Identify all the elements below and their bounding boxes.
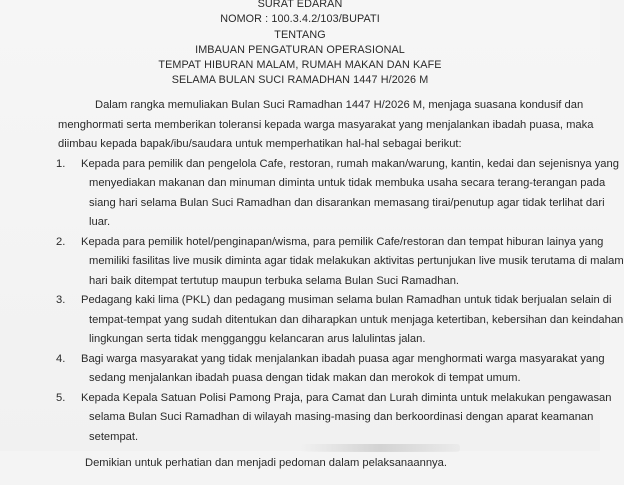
list-item-line: memiliki fasilitas live musik diminta agar tidak melakukan aktivitas pertunjukan live musik terutama di malam bbox=[89, 255, 624, 267]
header-subject-line-2: TEMPAT HIBURAN MALAM, RUMAH MAKAN DAN KAFE bbox=[158, 59, 442, 72]
document-body bbox=[56, 96, 624, 485]
document-header bbox=[0, 0, 600, 89]
list-item-number: 2. bbox=[56, 235, 66, 248]
list-item-line: Kepada para pemilik hotel/penginapan/wisma, para pemilik Cafe/restoran dan tempat hiburan lainya yang bbox=[81, 235, 604, 248]
instruction-list bbox=[56, 155, 624, 448]
list-item bbox=[56, 155, 619, 233]
list-item-number: 5. bbox=[56, 391, 66, 404]
header-subject-line-1: IMBAUAN PENGATURAN OPERASIONAL bbox=[195, 43, 405, 56]
list-item bbox=[56, 350, 605, 389]
list-item-line: lingkungan serta tidak mengganggu kelancaran arus lalulintas jalan. bbox=[89, 333, 426, 345]
list-item-line: selama Bulan Suci Ramadhan di wilayah masing-masing dan berkoordinasi dengan aparat keamanan bbox=[89, 411, 594, 423]
signature-area bbox=[300, 444, 460, 452]
list-item-line: Kepada Kepala Satuan Polisi Pamong Praja, para Camat dan Lurah diminta untuk melakukan pengawasan bbox=[81, 391, 612, 404]
header-subject-line-3: SELAMA BULAN SUCI RAMADHAN 1447 H/2026 M bbox=[171, 74, 429, 87]
list-item-line: Kepada para pemilik dan pengelola Cafe, restoran, rumah makan/warung, kantin, kedai dan sejenisnya yang bbox=[81, 157, 619, 170]
list-item bbox=[56, 233, 624, 292]
list-item-number: 4. bbox=[56, 352, 66, 365]
header-about: TENTANG bbox=[274, 28, 326, 41]
list-item-line: siang hari selama Bulan Suci Ramadhan dan disarankan memasang tirai/penutup agar tidak terlihat dari bbox=[89, 196, 605, 209]
list-item-line: menyediakan makanan dan minuman diminta untuk tidak membuka usaha secara terang-terangan pada bbox=[89, 177, 606, 189]
list-item bbox=[56, 389, 612, 448]
list-item-line: luar. bbox=[89, 216, 111, 228]
intro-line: menghormati serta memberikan toleransi kepada warga masyarakat yang menjalankan ibadah puasa, maka bbox=[58, 118, 594, 131]
list-item-number: 3. bbox=[56, 294, 66, 306]
header-title: SURAT EDARAN bbox=[257, 0, 343, 10]
list-item-line: Bagi warga masyarakat yang tidak menjalankan ibadah puasa agar menghormati warga masyarakat yang bbox=[81, 352, 605, 365]
closing-paragraph: Demikian untuk perhatian dan menjadi pedoman dalam pelaksanaannya. bbox=[85, 457, 447, 469]
list-item-number: 1. bbox=[56, 157, 66, 170]
list-item-line: sedang menjalankan ibadah puasa dengan tidak makan dan merokok di tempat umum. bbox=[89, 372, 521, 384]
intro-paragraph bbox=[58, 96, 595, 155]
intro-line: Dalam rangka memuliakan Bulan Suci Ramadhan 1447 H/2026 M, menjaga suasana kondusif dan bbox=[95, 99, 584, 111]
list-item bbox=[56, 291, 624, 350]
list-item-line: tempat-tempat yang sudah ditentukan dan diharapkan untuk menjaga ketertiban, kebersihan dan keindahan bbox=[89, 313, 624, 326]
list-item-line: setempat. bbox=[89, 430, 139, 443]
intro-line: diimbau kepada bapak/ibu/saudara untuk memperhatikan hal-hal sebagai berikut: bbox=[58, 138, 462, 150]
list-item-line: hari baik ditempat tertutup maupun terbuka selama Bulan Suci Ramadhan. bbox=[89, 274, 460, 287]
list-item-line: Pedagang kaki lima (PKL) dan pedagang musiman selama bulan Ramadhan untuk tidak berjualan selain di bbox=[81, 294, 612, 306]
header-number: NOMOR : 100.3.4.2/103/BUPATI bbox=[220, 13, 380, 26]
